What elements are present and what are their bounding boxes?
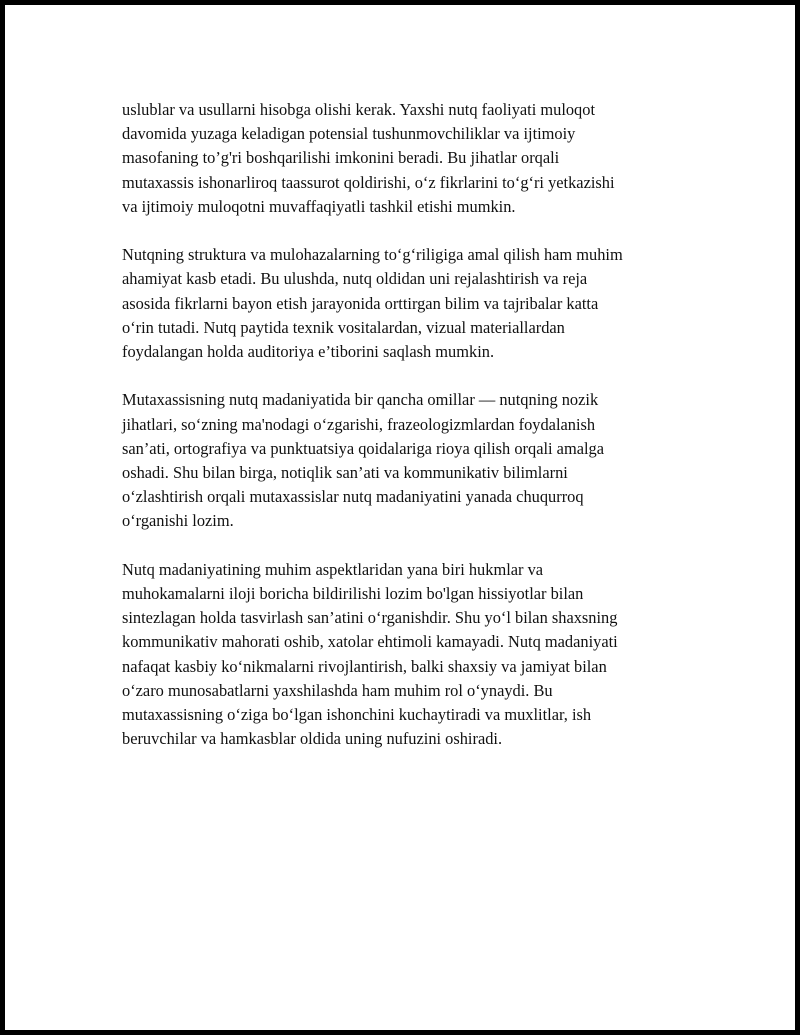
text-line: masofaning to’g'ri boshqarilishi imkonini beradi. Bu jihatlar orqali: [122, 148, 560, 168]
text-line: foydalangan holda auditoriya e’tiborini saqlash mumkin.: [122, 342, 495, 362]
text-line: o‘zlashtirish orqali mutaxassislar nutq madaniyatini yanada chuqurroq: [122, 487, 584, 507]
text-line: Nutqning struktura va mulohazalarning to‘g‘riligiga amal qilish ham muhim: [122, 245, 623, 265]
text-line: jihatlari, so‘zning ma'nodagi o‘zgarishi, frazeologizmlardan foydalanish: [122, 414, 596, 434]
text-line: oshadi. Shu bilan birga, notiqlik san’ati va kommunikativ bilimlarni: [122, 463, 568, 483]
text-line: o‘rganishi lozim.: [122, 511, 234, 531]
paragraph-2: [122, 243, 692, 364]
document-body: [122, 98, 692, 776]
text-line: mutaxassisning o‘ziga bo‘lgan ishonchini kuchaytiradi va muxlitlar, ish: [122, 705, 592, 725]
text-line: kommunikativ mahorati oshib, xatolar ehtimoli kamayadi. Nutq madaniyati: [122, 632, 618, 652]
text-line: va ijtimoiy muloqotni muvaffaqiyatli tashkil etishi mumkin.: [122, 196, 516, 216]
text-line: o‘rin tutadi. Nutq paytida texnik vositalardan, vizual materiallardan: [122, 317, 565, 337]
text-line: nafaqat kasbiy ko‘nikmalarni rivojlantirish, balki shaxsiy va jamiyat bilan: [122, 656, 607, 676]
text-line: san’ati, ortografiya va punktuatsiya qoidalariga rioya qilish orqali amalga: [122, 438, 605, 458]
text-line: beruvchilar va hamkasblar oldida uning nufuzini oshiradi.: [122, 729, 503, 749]
text-line: muhokamalarni iloji boricha bildirilishi lozim bo'lgan hissiyotlar bilan: [122, 584, 584, 604]
text-line: Nutq madaniyatining muhim aspektlaridan yana biri hukmlar va: [122, 559, 544, 579]
text-line: uslublar va usullarni hisobga olishi kerak. Yaxshi nutq faoliyati muloqot: [122, 100, 596, 119]
text-line: ahamiyat kasb etadi. Bu ulushda, nutq oldidan uni rejalashtirish va reja: [122, 269, 588, 289]
text-line: mutaxassis ishonarliroq taassurot qoldirishi, o‘z fikrlarini to‘g‘ri yetkazishi: [122, 172, 615, 192]
text-line: Mutaxassisning nutq madaniyatida bir qancha omillar — nutqning nozik: [122, 390, 599, 410]
paragraph-3: [122, 388, 692, 533]
text-line: sintezlagan holda tasvirlash san’atini o‘rganishdir. Shu yo‘l bilan shaxsning: [122, 608, 618, 628]
paragraph-4: [122, 558, 692, 752]
text-line: o‘zaro munosabatlarni yaxshilashda ham muhim rol o‘ynaydi. Bu: [122, 680, 553, 700]
text-line: asosida fikrlarni bayon etish jarayonida orttirgan bilim va tajribalar katta: [122, 293, 599, 313]
paragraph-1: [122, 98, 692, 219]
text-line: davomida yuzaga keladigan potensial tushunmovchiliklar va ijtimoiy: [122, 124, 576, 144]
